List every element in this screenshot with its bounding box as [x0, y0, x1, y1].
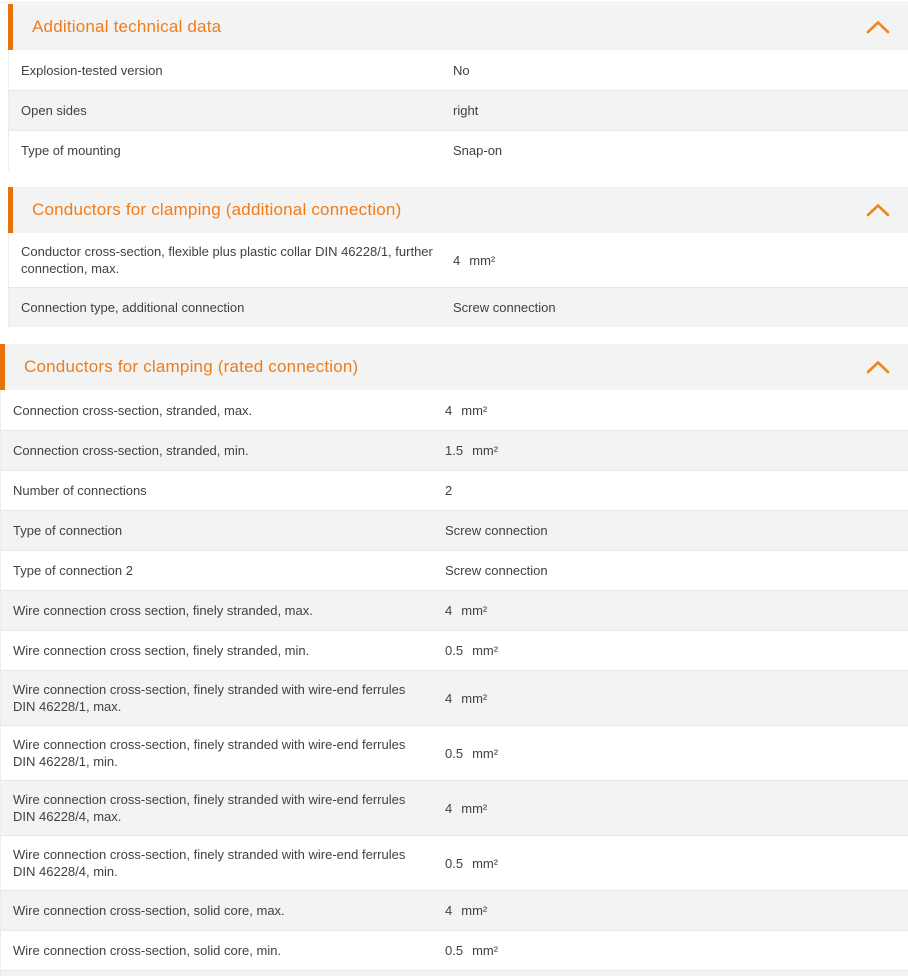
- spec-value: right: [453, 103, 479, 118]
- spec-label: Wire connection cross-section, solid core, max.: [13, 903, 285, 918]
- spec-value: 0.5: [445, 855, 464, 871]
- spec-value-cell: [445, 402, 908, 419]
- spec-row: [9, 90, 908, 130]
- spec-value-cell: [445, 482, 908, 499]
- chevron-up-icon[interactable]: [866, 203, 890, 217]
- spec-row: [1, 390, 908, 430]
- spec-row: [9, 287, 908, 327]
- spec-row: [1, 780, 908, 835]
- spec-row: [9, 130, 908, 170]
- spec-value: 4: [445, 690, 453, 706]
- spec-label: Wire connection cross-section, solid core, min.: [13, 943, 282, 958]
- section-title: Additional technical data: [32, 17, 222, 36]
- spec-row: [9, 50, 908, 90]
- spec-label: Type of connection: [13, 523, 123, 538]
- spec-value-cell: [445, 562, 908, 579]
- spec-value-cell: [445, 855, 908, 872]
- spec-value-cell: [445, 442, 908, 459]
- spec-label: Connection cross-section, stranded, min.: [13, 443, 249, 458]
- spec-unit: mm²: [472, 855, 499, 871]
- previous-section-cutoff-edge: [0, 0, 908, 3]
- spec-value-cell: [445, 942, 908, 959]
- spec-row: [1, 590, 908, 630]
- spec-unit: mm²: [472, 745, 499, 761]
- spec-row: [1, 430, 908, 470]
- spec-label: Wire connection cross section, finely stranded, max.: [13, 603, 313, 618]
- spec-value: 0.5: [445, 643, 464, 658]
- section-title: Conductors for clamping (rated connection): [24, 357, 359, 376]
- section-header[interactable]: [8, 187, 908, 233]
- spec-value-cell: [453, 62, 908, 79]
- spec-value-cell: [453, 252, 908, 269]
- section-header[interactable]: [0, 344, 908, 390]
- spec-sections-container: [0, 4, 908, 976]
- chevron-up-icon[interactable]: [866, 20, 890, 34]
- spec-unit: mm²: [472, 643, 499, 658]
- section-body: [8, 50, 908, 170]
- spec-value: 0.5: [445, 943, 464, 958]
- spec-row: [1, 510, 908, 550]
- spec-label: Type of mounting: [21, 143, 121, 158]
- spec-value: No: [453, 62, 470, 78]
- spec-value: 1.5: [445, 443, 464, 458]
- spec-label: Connection cross-section, stranded, max.: [13, 402, 253, 418]
- spec-value: 4: [445, 402, 453, 418]
- spec-row: [1, 670, 908, 725]
- spec-label: Wire connection cross-section, finely stranded with wire-end ferrules DIN 46228/1, max.: [13, 682, 406, 714]
- spec-unit: mm²: [461, 800, 488, 816]
- spec-value-cell: [445, 522, 908, 539]
- spec-unit: mm²: [461, 690, 488, 706]
- spec-label: Conductor cross-section, flexible plus plastic collar DIN 46228/1, further connection, max.: [21, 244, 433, 276]
- spec-value: 2: [445, 483, 453, 498]
- spec-value: 4: [445, 603, 453, 618]
- spec-unit: mm²: [472, 943, 499, 958]
- spec-value-cell: [445, 690, 908, 707]
- spec-value-cell: [445, 602, 908, 619]
- spec-value: 4: [453, 252, 461, 268]
- spec-row: [1, 630, 908, 670]
- spec-value: 4: [445, 800, 453, 816]
- spec-row: [1, 835, 908, 890]
- spec-section: [8, 187, 908, 327]
- spec-row: [1, 470, 908, 510]
- spec-value-cell: [445, 642, 908, 659]
- section-header[interactable]: [8, 4, 908, 50]
- section-body: [8, 233, 908, 327]
- spec-label: Type of connection 2: [13, 563, 133, 578]
- spec-row: [1, 930, 908, 970]
- spec-label: Connection type, additional connection: [21, 300, 245, 315]
- spec-value: Screw connection: [445, 563, 548, 578]
- spec-row: [1, 725, 908, 780]
- spec-value-cell: [445, 800, 908, 817]
- spec-label: Open sides: [21, 103, 87, 118]
- spec-label: Wire connection cross-section, finely stranded with wire-end ferrules DIN 46228/4, max.: [13, 792, 406, 824]
- spec-value: Screw connection: [445, 523, 548, 538]
- spec-unit: mm²: [461, 402, 488, 418]
- spec-value-cell: [445, 902, 908, 919]
- next-row-cutoff: [1, 970, 908, 976]
- spec-value: Screw connection: [453, 300, 556, 315]
- spec-value: 0.5: [445, 745, 464, 761]
- spec-row: [1, 890, 908, 930]
- spec-row: [9, 233, 908, 287]
- spec-label: Number of connections: [13, 483, 147, 498]
- spec-label: Wire connection cross section, finely stranded, min.: [13, 643, 310, 658]
- spec-value: Snap-on: [453, 143, 503, 158]
- spec-label: Wire connection cross-section, finely stranded with wire-end ferrules DIN 46228/1, min.: [13, 737, 406, 769]
- spec-unit: mm²: [461, 903, 488, 918]
- spec-value-cell: [453, 142, 908, 159]
- spec-unit: mm²: [461, 603, 488, 618]
- spec-label: Explosion-tested version: [21, 62, 163, 78]
- section-body: [0, 390, 908, 976]
- spec-value-cell: [445, 745, 908, 762]
- spec-value-cell: [453, 299, 908, 316]
- spec-row: [1, 550, 908, 590]
- spec-section: [0, 344, 908, 976]
- spec-section: [8, 4, 908, 170]
- spec-value-cell: [453, 102, 908, 119]
- spec-unit: mm²: [472, 443, 499, 458]
- spec-label: Wire connection cross-section, finely stranded with wire-end ferrules DIN 46228/4, min.: [13, 847, 406, 879]
- spec-unit: mm²: [469, 252, 496, 268]
- chevron-up-icon[interactable]: [866, 360, 890, 374]
- spec-value: 4: [445, 903, 453, 918]
- section-title: Conductors for clamping (additional connection): [32, 200, 402, 219]
